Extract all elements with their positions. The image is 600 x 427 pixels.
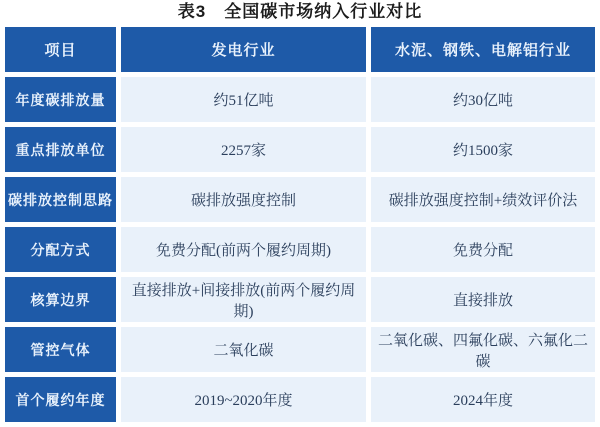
comparison-table	[0, 22, 600, 427]
value-cell: 二氧化碳	[121, 327, 366, 372]
value-cell: 约1500家	[371, 127, 595, 172]
value-cell: 2019~2020年度	[121, 377, 366, 422]
value-cell: 约30亿吨	[371, 77, 595, 122]
value-cell: 免费分配(前两个履约周期)	[121, 227, 366, 272]
row-label-annual-emissions: 年度碳排放量	[5, 77, 116, 122]
table-row	[5, 77, 595, 122]
row-label-control-approach: 碳排放控制思路	[5, 177, 116, 222]
row-label-first-compliance-year: 首个履约年度	[5, 377, 116, 422]
table-row	[5, 127, 595, 172]
header-cell-cement-steel-aluminum: 水泥、钢铁、电解铝行业	[371, 27, 595, 72]
value-cell: 2024年度	[371, 377, 595, 422]
header-cell-item: 项目	[5, 27, 116, 72]
value-cell: 2257家	[121, 127, 366, 172]
table-row	[5, 177, 595, 222]
row-label-allocation-method: 分配方式	[5, 227, 116, 272]
value-cell: 直接排放+间接排放(前两个履约周期)	[121, 277, 366, 322]
value-cell: 免费分配	[371, 227, 595, 272]
value-cell: 碳排放强度控制	[121, 177, 366, 222]
row-label-controlled-gases: 管控气体	[5, 327, 116, 372]
value-cell: 碳排放强度控制+绩效评价法	[371, 177, 595, 222]
table-row	[5, 227, 595, 272]
value-cell: 直接排放	[371, 277, 595, 322]
header-row	[5, 27, 595, 72]
row-label-accounting-boundary: 核算边界	[5, 277, 116, 322]
header-cell-power-industry: 发电行业	[121, 27, 366, 72]
value-cell: 二氧化碳、四氟化碳、六氟化二碳	[371, 327, 595, 372]
table-title: 表3 全国碳市场纳入行业对比	[177, 2, 423, 21]
table-row	[5, 327, 595, 372]
value-cell: 约51亿吨	[121, 77, 366, 122]
table-row	[5, 277, 595, 322]
table-row	[5, 377, 595, 422]
row-label-key-emission-units: 重点排放单位	[5, 127, 116, 172]
